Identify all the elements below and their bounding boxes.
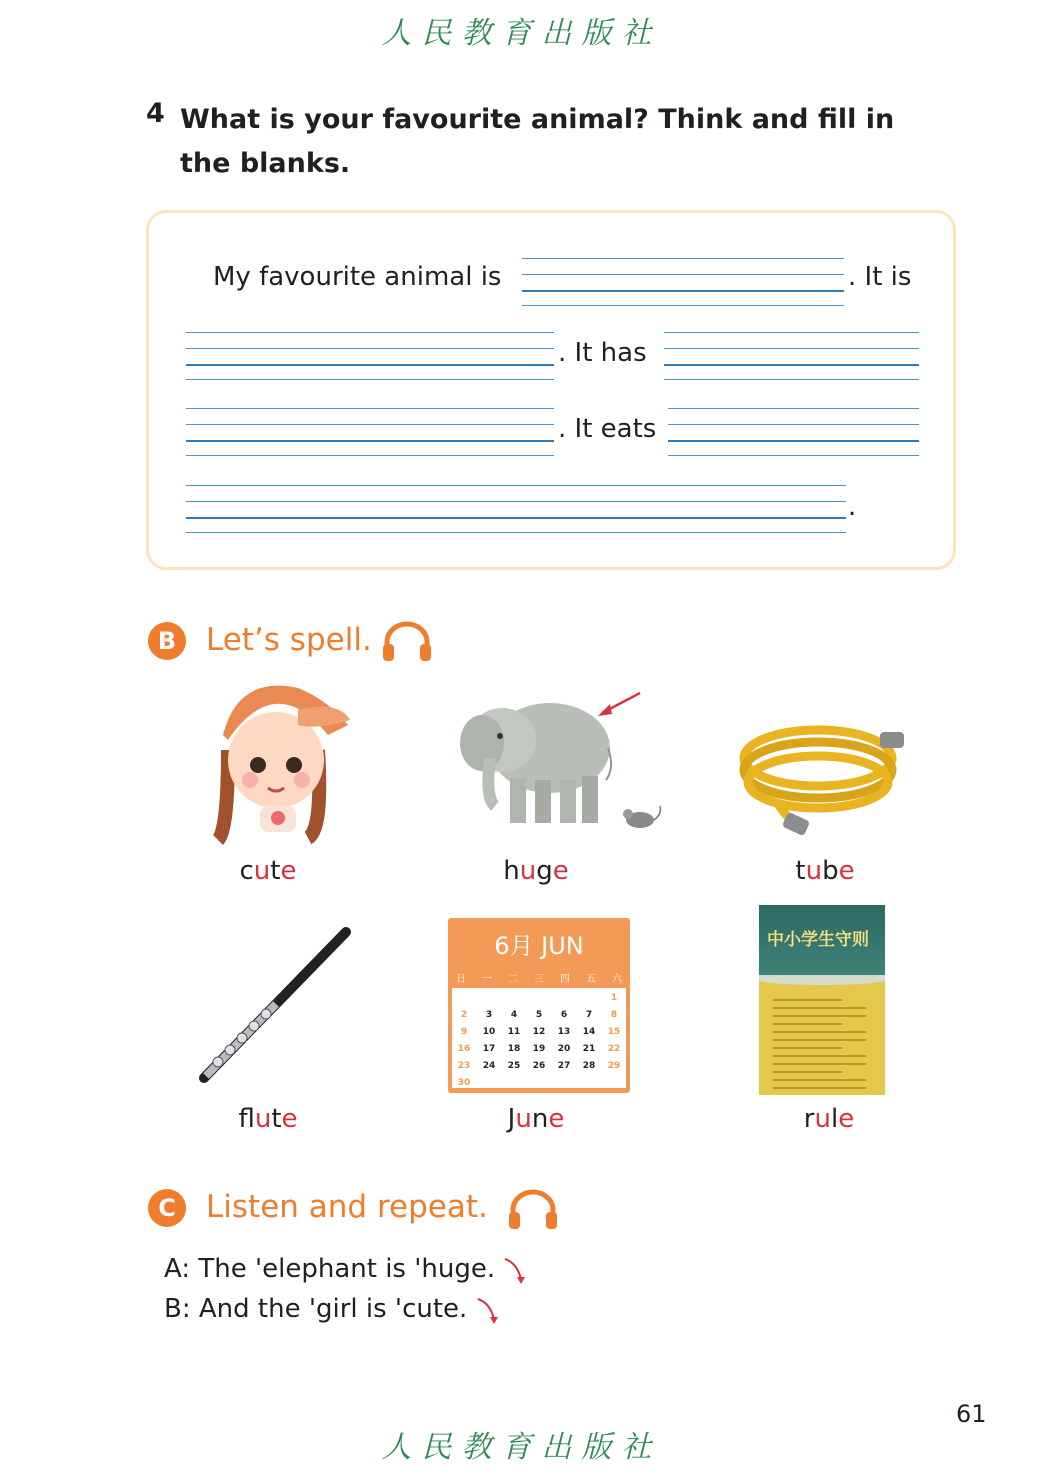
blank-has-1[interactable] (664, 332, 919, 380)
falling-intonation-icon (503, 1255, 527, 1285)
calendar-weekday: 五 (586, 974, 596, 985)
sentence-part-2: . It is (848, 262, 912, 292)
question-number: 4 (146, 98, 165, 129)
calendar-weekday: 一 (482, 974, 492, 985)
calendar-date: 17 (482, 1044, 496, 1054)
calendar-header: 6月 JUN (494, 932, 584, 960)
section-b-title: Let’s spell. (206, 622, 372, 658)
calendar-date: 7 (585, 1010, 593, 1020)
blank-eats-1[interactable] (668, 408, 919, 456)
poster-text-line (773, 1079, 866, 1081)
poster-text-line (773, 1047, 842, 1049)
calendar-weekday: 二 (508, 974, 518, 985)
sentence-end: . (848, 492, 857, 522)
poster-text-line (773, 1031, 866, 1033)
calendar-date: 5 (535, 1010, 543, 1020)
calendar-date: 11 (507, 1027, 521, 1037)
calendar-date: 28 (582, 1061, 596, 1071)
calendar-date: 20 (557, 1044, 571, 1054)
poster-text-lines (759, 985, 885, 1095)
calendar-weekdays (448, 970, 630, 986)
poster-text-line (773, 1023, 842, 1025)
calendar-date: 21 (582, 1044, 596, 1054)
blank-animal[interactable] (522, 258, 844, 306)
calendar-date: 1 (610, 993, 618, 1003)
elephant-picture (440, 688, 670, 838)
word-tube: tube (795, 856, 855, 886)
dialog-line-a: A: The 'elephant is 'huge. (164, 1254, 527, 1285)
calendar-grid (452, 988, 626, 1088)
word-rule: rule (803, 1104, 855, 1134)
headphones-icon[interactable] (381, 620, 433, 662)
calendar-date: 23 (457, 1061, 471, 1071)
flute-picture (196, 926, 352, 1086)
calendar-date: 12 (532, 1027, 546, 1037)
poster-text-line (773, 1039, 866, 1041)
calendar-date: 24 (482, 1061, 496, 1071)
poster-text-line (773, 1071, 842, 1073)
calendar-date: 30 (457, 1078, 471, 1088)
calendar-weekday: 日 (456, 974, 466, 985)
section-c-title: Listen and repeat. (206, 1189, 488, 1225)
calendar-date: 6 (560, 1010, 568, 1020)
dialog-line-b: B: And the 'girl is 'cute. (164, 1294, 500, 1325)
sentence-part-4: . It eats (558, 414, 657, 444)
tube-picture (738, 718, 910, 836)
sentence-part-3: . It has (558, 338, 647, 368)
calendar-picture (448, 918, 630, 1093)
poster-text-line (773, 999, 842, 1001)
calendar-dates (452, 988, 626, 1088)
calendar-date: 3 (485, 1010, 493, 1020)
publisher-logo-top: 人民教育出版社 (381, 16, 662, 51)
calendar-date: 9 (460, 1027, 468, 1037)
calendar-date: 8 (610, 1010, 618, 1020)
poster-cloud (759, 975, 885, 985)
calendar-date: 19 (532, 1044, 546, 1054)
calendar-date: 4 (510, 1010, 518, 1020)
word-cute: cute (239, 856, 297, 886)
poster-text-line (773, 1055, 866, 1057)
calendar-weekday: 四 (560, 974, 570, 985)
section-c-badge: C (148, 1189, 186, 1227)
word-huge: huge (503, 856, 569, 886)
falling-intonation-icon (476, 1295, 500, 1325)
calendar-date: 2 (460, 1010, 468, 1020)
calendar-date: 15 (607, 1027, 621, 1037)
calendar-date: 16 (457, 1044, 471, 1054)
page-number: 61 (956, 1400, 987, 1428)
poster-text-line (773, 1063, 866, 1065)
poster-title: 中小学生守则 (767, 930, 869, 950)
calendar-weekday: 六 (612, 974, 622, 985)
blank-eats-2[interactable] (186, 485, 846, 533)
calendar-date: 27 (557, 1061, 571, 1071)
calendar-date: 10 (482, 1027, 496, 1037)
section-b-badge: B (148, 622, 186, 660)
calendar-date: 13 (557, 1027, 571, 1037)
sentence-part-1: My favourite animal is (213, 262, 502, 292)
blank-description[interactable] (186, 332, 554, 380)
poster-text-line (773, 1087, 866, 1089)
girl-picture (198, 680, 358, 850)
calendar-date: 29 (607, 1061, 621, 1071)
poster-header (759, 905, 885, 975)
blank-has-2[interactable] (186, 408, 554, 456)
poster-text-line (773, 1007, 866, 1009)
calendar-date: 22 (607, 1044, 621, 1054)
question-prompt: What is your favourite animal? Think and fill in the blanks. (180, 104, 895, 179)
calendar-date: 18 (507, 1044, 521, 1054)
headphones-icon[interactable] (507, 1188, 559, 1230)
calendar-date: 14 (582, 1027, 596, 1037)
publisher-logo-bottom: 人民教育出版社 (381, 1430, 662, 1465)
calendar-weekday: 三 (534, 974, 544, 985)
poster-text-line (773, 1015, 866, 1017)
word-june: June (507, 1104, 565, 1134)
calendar-date: 25 (507, 1061, 521, 1071)
calendar-date: 26 (532, 1061, 546, 1071)
rules-poster-picture (759, 905, 885, 1095)
word-flute: flute (238, 1104, 298, 1134)
